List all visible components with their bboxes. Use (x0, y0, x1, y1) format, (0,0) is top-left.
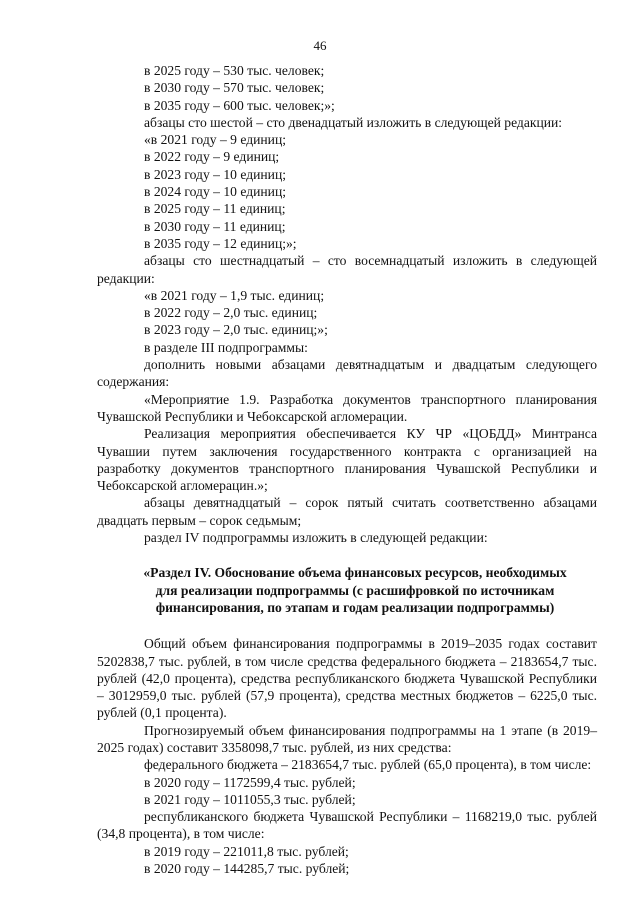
paragraph: в 2022 году – 2,0 тыс. единиц; (144, 305, 318, 321)
paragraph: в 2021 году – 1011055,3 тыс. рублей; (144, 791, 356, 807)
paragraph: в 2019 году – 221011,8 тыс. рублей; (144, 843, 349, 859)
paragraph: абзацы сто шестнадцатый – сто восемнадцатый изложить в следующей редакции: (97, 253, 597, 286)
paragraph: Прогнозируемый объем финансирования подпрограммы на 1 этапе (в 2019–2025 годах) составит 3358098,7 тыс. рублей, из них средства: (97, 722, 597, 755)
document-body (97, 62, 597, 877)
paragraph: республиканского бюджета Чувашской Республики – 1168219,0 тыс. рублей (34,8 процента), в том числе: (97, 809, 597, 842)
paragraph: Общий объем финансирования подпрограммы в 2019–2035 годах составит 5202838,7 тыс. рублей, в том числе средства федерального бюджета – 2183654,7 тыс. рублей (42,0 процента), средства республиканского бюджета Чувашской Республики – 3012959,0 тыс. рублей (57,9 процента), средства местных бюджетов – 6225,0 тыс. рублей (0,1 процента). (97, 636, 597, 721)
paragraph: в 2023 году – 10 единиц; (144, 166, 286, 182)
paragraph: абзацы сто шестой – сто двенадцатый изложить в следующей редакции: (144, 114, 563, 130)
paragraph: в 2030 году – 11 единиц; (144, 218, 286, 234)
paragraph: дополнить новыми абзацами девятнадцатым и двадцатым следующего содержания: (97, 357, 597, 390)
paragraph: в 2030 году – 570 тыс. человек; (144, 80, 325, 96)
paragraph: федерального бюджета – 2183654,7 тыс. рублей (65,0 процента), в том числе: (144, 757, 592, 773)
section-heading: «Раздел IV. Обоснование объема финансовых ресурсов, необходимых для реализации подпрограммы (с расшифровкой по источникам финансирования, по этапам и годам реализации подпрограммы) (143, 565, 567, 615)
page-number: 46 (313, 38, 327, 53)
paragraph: «в 2021 году – 9 единиц; (144, 132, 286, 148)
paragraph: в 2020 году – 144285,7 тыс. рублей; (144, 861, 350, 877)
paragraph: в 2035 году – 600 тыс. человек;»; (144, 97, 335, 113)
paragraph: в 2025 году – 11 единиц; (144, 201, 286, 217)
paragraph: в 2020 году – 1172599,4 тыс. рублей; (144, 774, 356, 790)
paragraph: раздел IV подпрограммы изложить в следующей редакции: (144, 530, 488, 546)
paragraph: «Мероприятие 1.9. Разработка документов транспортного планирования Чувашской Республики и Чебоксарской агломерации. (97, 391, 597, 424)
paragraph: в 2023 году – 2,0 тыс. единиц;»; (144, 322, 328, 338)
paragraph: в 2035 году – 12 единиц;»; (144, 235, 297, 251)
paragraph: в разделе III подпрограммы: (144, 339, 308, 355)
paragraph: в 2022 году – 9 единиц; (144, 149, 280, 165)
paragraph: абзацы девятнадцатый – сорок пятый считать соответственно абзацами двадцать первым – сорок седьмым; (97, 495, 597, 528)
paragraph: Реализация мероприятия обеспечивается КУ ЧР «ЦОБДД» Минтранса Чувашии путем заключения государственного контракта с организацией на разработку документов транспортного планирования Чувашской Республики и Чебоксарской агломерацин.»; (97, 426, 597, 494)
paragraph: «в 2021 году – 1,9 тыс. единиц; (144, 287, 325, 303)
paragraph: в 2024 году – 10 единиц; (144, 184, 286, 200)
paragraph: в 2025 году – 530 тыс. человек; (144, 63, 325, 78)
